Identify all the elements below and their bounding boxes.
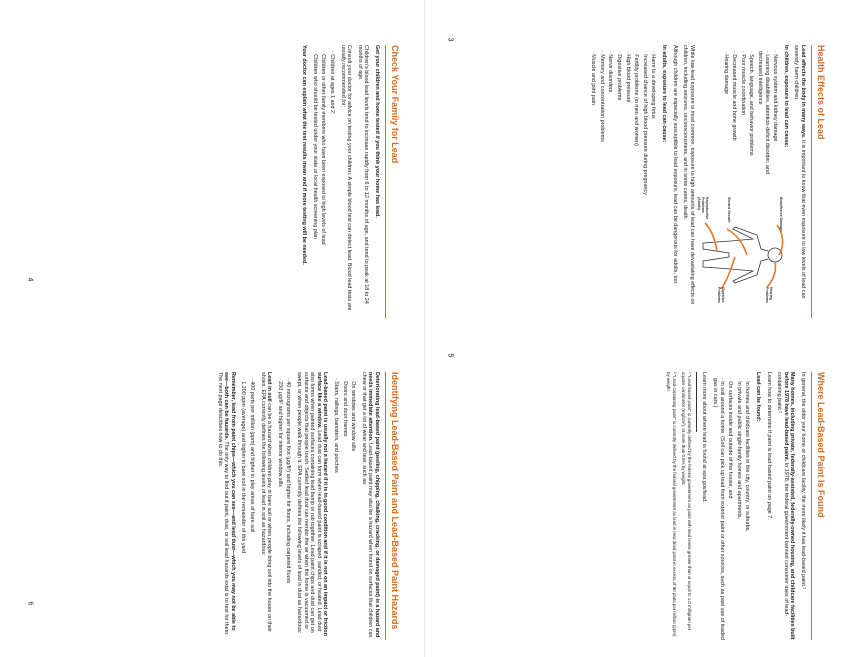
label-digestive: Digestive Problems <box>716 287 725 303</box>
children-heading: In children, exposure to lead can cause: <box>782 45 789 148</box>
remember-bold: Remember, lead from paint chips—which you can see—and lead dust—which you may not be able to see—both can be hazards. <box>223 372 236 631</box>
title-rule <box>811 45 812 318</box>
health-title: Health Effects of Lead <box>816 45 826 140</box>
list-item: · Stairs, railings, banisters, and porches <box>332 378 339 640</box>
health-para-3: Although children are especially susceptible to lead exposure, lead can be dangerous for adults, too. <box>671 45 678 285</box>
where-para-1: In general, the older your home or childcare facility, the more likely it has lead-based paint.¹ <box>800 372 806 590</box>
where-para-2: In 1978, the federal government banned consumer uses of lead-containing paint.² <box>776 372 789 617</box>
footnote-2: ² "Lead-containing paint" is currently defined by the federal government as lead in new dried paint in excess of 90 parts per million (ppm) by weight. <box>666 372 677 637</box>
list-item: · In homes and childcare facilities in the city, country, or suburbs, <box>744 378 751 640</box>
footnote-rule <box>696 372 697 432</box>
health-intro: It is important to know that even exposure to low levels of lead can severely harm children. <box>793 45 806 299</box>
identify-para-3: can be a hazard when children play in bare soil or when people bring soil into the house on their shoes. EPA currently defines the following levels of lead in soil as hazardous: <box>259 372 273 632</box>
title-rule <box>385 372 386 640</box>
check-closing: Your doctor can explain what the test results mean and if more testing will be needed. <box>301 45 308 265</box>
list-item: · Children who should be tested under your state or local health screening plan <box>311 51 318 318</box>
identify-para-2: Lead dust can form when lead-based paint is scraped, sanded, or heated. Lead dust also forms when painted surfaces containing lead bump or rub together. Lead paint chips and dust can get on surfaces and objects that people touch. Settled lead dust can reenter the air when the home is vacuumed or swept, or when people walk through it. EPA currently defines the following levels of lead in dust as hazardous: <box>296 372 322 634</box>
list-item: · Decreased muscle and bone growth <box>731 51 738 195</box>
where-title: Where Lead-Based Paint Is Found <box>816 372 826 518</box>
list-item: · Muscle and joint pain <box>590 51 597 318</box>
label-reproductive: Reproductive Problems (Adults) <box>696 197 709 220</box>
list-item: · Harm to a developing fetus <box>650 51 657 318</box>
title-rule <box>811 372 812 640</box>
label-hearing: Hearing Problems <box>764 287 773 303</box>
footnote-1: ¹ "Lead-based paint" is currently defined by the federal government as paint with lead levels greater than or equal to 1.0 milligram per square centimeter (mg/cm²), or more than 0.5% by weight. <box>681 372 692 631</box>
where-para-3: Learn how to determine if paint is lead-based paint on page 7. <box>765 372 772 520</box>
health-intro-bold: Lead affects the body in many ways. <box>800 45 806 139</box>
soil-levels-list <box>240 372 255 640</box>
list-item: · Learning disabilities, attention-deficit disorder, and decreased intelligence <box>756 51 769 195</box>
list-item: · On surfaces inside and outside of the house, and <box>727 378 734 640</box>
testing-list <box>311 45 335 318</box>
identify-para-2-bold: Lead-based paint is usually not a hazard if it is in good condition and if it is not on an impact or friction surface like a window. <box>315 372 329 636</box>
list-item: · 40 micrograms per square foot (µg/ft²) and higher for floors, including carpeted floors <box>285 378 292 640</box>
dust-levels-list <box>276 372 291 640</box>
page-number-6: 6 <box>26 601 34 606</box>
label-brain: Brain/Nerve Damage <box>778 197 783 232</box>
list-item: · Children or other family members who have been exposed to high levels of lead <box>320 51 327 318</box>
health-effects-section <box>564 45 826 318</box>
identify-para-3-bold: Lead in soil <box>266 372 273 402</box>
list-item: · Children at ages 1 and 2 <box>328 51 335 318</box>
list-item: · In private and public single-family homes and apartments, <box>735 378 742 640</box>
identify-title: Identifying Lead-Based Paint and Lead-Based Paint Hazards <box>390 372 400 630</box>
list-item: · High blood pressure <box>624 51 631 318</box>
label-growth: Slowed Growth <box>726 197 731 223</box>
where-found-section <box>462 372 826 640</box>
check-lead: Get your children and home tested if you think your home has lead. <box>374 45 380 218</box>
found-heading: Lead can be found: <box>755 372 762 422</box>
list-item: · Poor muscle coordination <box>739 51 746 195</box>
identify-para-1-bold: Deteriorating lead-based paint (peeling, chipping, chalking, cracking, or damaged paint) is a hazard and needs immediate attention. <box>367 372 380 638</box>
list-item: · Speech, language, and behavior problems <box>748 51 755 195</box>
check-para-2: Consult your doctor for advice on testing your children. A simple blood test can detect lead. Blood lead tests are usually recommended for: <box>339 45 353 311</box>
page-number-5: 5 <box>446 353 454 358</box>
page-number-4: 4 <box>26 277 34 282</box>
list-item: · Nervous system and kidney damage <box>772 51 779 195</box>
health-para-2: While low-lead exposure is most common, exposure to high amounts of lead can have devastating effects on children, including seizures, unconsciousness, and in some cases, death. <box>682 45 695 305</box>
check-family-section <box>204 45 400 318</box>
adult-effects-list <box>590 45 657 318</box>
learn-more: Learn more about where lead is found at epa.gov/lead. <box>701 372 708 503</box>
title-rule <box>385 45 386 318</box>
list-item: · Memory and concentration problems <box>598 51 605 318</box>
list-item: · Nerve disorders <box>607 51 614 318</box>
identify-para-1: Lead-based paint may also be a hazard when found on surfaces that children can chew or that get a lot of wear and tear, such as: <box>360 372 374 638</box>
identify-hazards-section <box>120 372 400 640</box>
page-fold <box>424 0 425 657</box>
list-item: · 1,200 ppm (average) and higher in bare soil in the remainder of the yard <box>240 378 247 640</box>
list-item: · Fertility problems (in men and women) <box>633 51 640 318</box>
surfaces-list <box>332 372 356 640</box>
list-item: · Hearing damage <box>722 51 729 195</box>
list-item: · 400 parts per million (ppm) and higher in play areas of bare soil <box>249 378 256 640</box>
adults-heading: In adults, exposure to lead can cause: <box>661 45 668 143</box>
list-item: · In soil around a home. (Soil can pick up lead from exterior paint or other sources, such as past use of leaded gas in cars.) <box>711 378 724 640</box>
page-number-3: 3 <box>446 37 454 42</box>
list-item: · 250 µg/ft² and higher for interior window sills <box>276 378 283 640</box>
check-para-1: Children's blood lead levels tend to increase rapidly from 6 to 12 months of age, and tend to peak at 18 to 24 months of age. <box>356 45 370 304</box>
remember-text: The only way to find out if paint, dust, or soil lead hazards exist is to test for them. The next page describes how to do this. <box>216 372 230 636</box>
children-effects-list <box>722 45 778 195</box>
check-title: Check Your Family for Lead <box>390 45 400 164</box>
list-item: · Increased chance of high blood pressure during pregnancy <box>641 51 648 318</box>
human-body-diagram <box>696 195 787 315</box>
found-list <box>711 372 750 640</box>
list-item: · Digestive problems <box>615 51 622 318</box>
where-para-2-bold: Many homes, including private, federally-assisted, federally-owned housing, and childcare facilities built before 1978 have lead-based paint. <box>782 372 796 640</box>
list-item: · On windows and window sills <box>350 378 357 640</box>
list-item: · Doors and door frames <box>341 378 348 640</box>
body-effects-figure <box>696 195 787 315</box>
